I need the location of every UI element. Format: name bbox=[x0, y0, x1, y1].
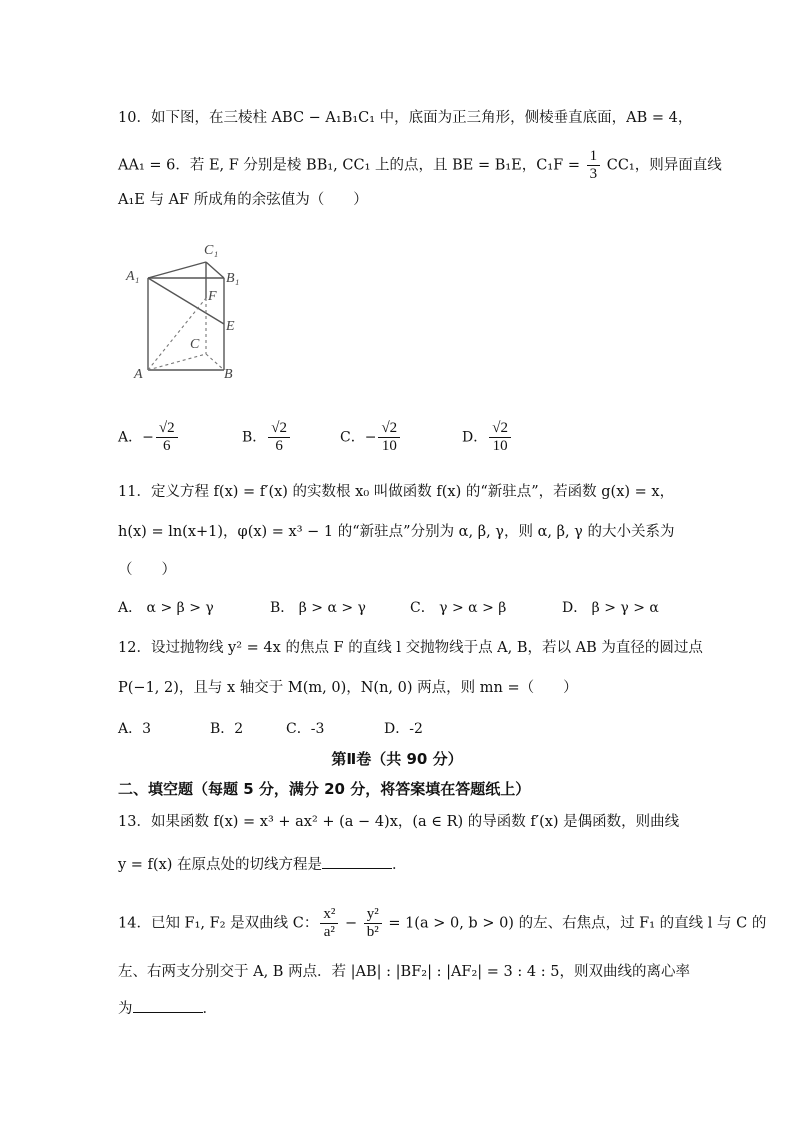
q10-line2 bbox=[118, 148, 722, 183]
q14-answer-blank[interactable] bbox=[133, 998, 203, 1013]
q12-option-b[interactable]: B．2 bbox=[210, 721, 244, 737]
q10-fraction bbox=[587, 148, 601, 183]
q11-line3: （ ） bbox=[118, 562, 176, 578]
q10-option-d-fraction bbox=[489, 420, 511, 455]
q10-option-b-fraction bbox=[268, 420, 290, 455]
q10-line2-start: AA₁ = 6．若 E, F 分别是棱 BB₁, CC₁ 上的点，且 BE = B₁E，C₁F = bbox=[118, 157, 585, 174]
q10-fraction-num: 1 bbox=[587, 148, 601, 166]
q14-line2: 左、右两支分别交于 A, B 两点．若 |AB| : |BF₂| : |AF₂| = 3 : 4 : 5，则双曲线的离心率 bbox=[118, 964, 690, 980]
q13-line1: 13．如果函数 f(x) = x³ + ax² + (a − 4)x，(a ∈ R) 的导函数 f′(x) 是偶函数，则曲线 bbox=[118, 814, 680, 830]
q14-line3-end: ． bbox=[202, 1001, 217, 1017]
label-c: C bbox=[190, 337, 200, 352]
q12-option-d[interactable]: D．-2 bbox=[384, 721, 423, 737]
q14-line1-start: 14．已知 F₁, F₂ 是双曲线 C： bbox=[118, 915, 319, 932]
q10-option-a[interactable] bbox=[118, 420, 180, 455]
q10-option-a-den: 6 bbox=[162, 438, 171, 454]
q10-option-b[interactable] bbox=[242, 420, 292, 455]
q10-option-c-fraction bbox=[378, 420, 400, 455]
q12-line2: P(−1, 2)，且与 x 轴交于 M(m, 0)，N(n, 0) 两点，则 mn =（ ） bbox=[118, 680, 578, 696]
q11-option-d[interactable]: D． β > γ > α bbox=[562, 600, 659, 616]
q10-option-c-letter: C． bbox=[340, 429, 365, 446]
label-a: A bbox=[134, 367, 143, 382]
q10-line3: A₁E 与 AF 所成角的余弦值为（ ） bbox=[118, 192, 368, 208]
q10-option-a-letter: A． bbox=[118, 429, 143, 446]
q14-fraction-y bbox=[364, 906, 382, 941]
q11-option-a[interactable]: A． α > β > γ bbox=[118, 600, 214, 616]
q10-option-a-num: √2 bbox=[156, 420, 178, 438]
section2-title: 二、填空题（每题 5 分，满分 20 分，将答案填在答题纸上） bbox=[118, 780, 531, 798]
q10-fraction-den: 3 bbox=[589, 166, 598, 182]
q13-line2-end: ． bbox=[392, 857, 407, 873]
q14-line3 bbox=[118, 998, 217, 1019]
q12-line1: 12．设过抛物线 y² = 4x 的焦点 F 的直线 l 交抛物线于点 A, B，若以 AB 为直径的圆过点 bbox=[118, 640, 703, 656]
q12-option-a[interactable]: A．3 bbox=[118, 721, 152, 737]
q10-line1: 10．如下图，在三棱柱 ABC − A₁B₁C₁ 中，底面为正三角形，侧棱垂直底面，AB = 4， bbox=[118, 110, 693, 126]
q14-line1-end: = 1(a > 0, b > 0) 的左、右焦点，过 F₁ 的直线 l 与 C 的 bbox=[383, 915, 767, 932]
q10-option-c-sign: − bbox=[364, 429, 377, 446]
q14-fraction-x bbox=[320, 906, 338, 941]
q10-line2-end: CC₁，则异面直线 bbox=[602, 157, 722, 174]
q10-option-a-sign: − bbox=[142, 429, 154, 446]
q13-line2-text: y = f(x) 在原点处的切线方程是 bbox=[118, 857, 323, 873]
q11-line2: h(x) = ln(x+1)，φ(x) = x³ − 1 的“新驻点”分别为 α, β, γ，则 α, β, γ 的大小关系为 bbox=[118, 524, 675, 540]
q10-option-b-letter: B． bbox=[242, 429, 267, 446]
prism-figure bbox=[124, 238, 254, 392]
q11-option-b[interactable]: B． β > α > γ bbox=[270, 600, 366, 616]
label-b1: B₁ bbox=[226, 271, 240, 286]
q13-answer-blank[interactable] bbox=[322, 854, 392, 869]
q10-option-c[interactable] bbox=[340, 420, 402, 455]
q10-option-b-den: 6 bbox=[275, 438, 283, 454]
q10-option-c-num: √2 bbox=[378, 420, 400, 438]
prism-diagram bbox=[124, 238, 254, 388]
q14-line3-text: 为 bbox=[118, 1001, 133, 1017]
q10-option-d-den: 10 bbox=[492, 438, 508, 454]
label-a1: A₁ bbox=[126, 269, 140, 284]
q10-option-a-fraction bbox=[156, 420, 178, 455]
label-c1: C₁ bbox=[204, 243, 219, 258]
q12-option-c[interactable]: C．-3 bbox=[286, 721, 325, 737]
part2-title: 第Ⅱ卷（共 90 分） bbox=[331, 750, 463, 768]
q10-option-d-num: √2 bbox=[489, 420, 511, 438]
q14-line1 bbox=[118, 906, 766, 941]
q11-line1: 11．定义方程 f(x) = f′(x) 的实数根 x₀ 叫做函数 f(x) 的“新驻点”，若函数 g(x) = x， bbox=[118, 484, 675, 500]
q10-option-d-letter: D． bbox=[462, 429, 488, 446]
label-b: B bbox=[224, 367, 233, 382]
q14-minus: − bbox=[340, 915, 362, 932]
label-f: F bbox=[208, 289, 217, 304]
q10-option-b-num: √2 bbox=[268, 420, 290, 438]
q14-fraction-x-den: a² bbox=[323, 924, 335, 940]
q14-fraction-y-den: b² bbox=[366, 924, 379, 940]
q14-fraction-x-num: x² bbox=[320, 906, 338, 924]
q13-line2 bbox=[118, 854, 407, 875]
q10-option-d[interactable] bbox=[462, 420, 513, 455]
label-e: E bbox=[226, 319, 235, 334]
q10-option-c-den: 10 bbox=[381, 438, 397, 454]
q11-option-c[interactable]: C． γ > α > β bbox=[410, 600, 507, 616]
q14-fraction-y-num: y² bbox=[364, 906, 382, 924]
